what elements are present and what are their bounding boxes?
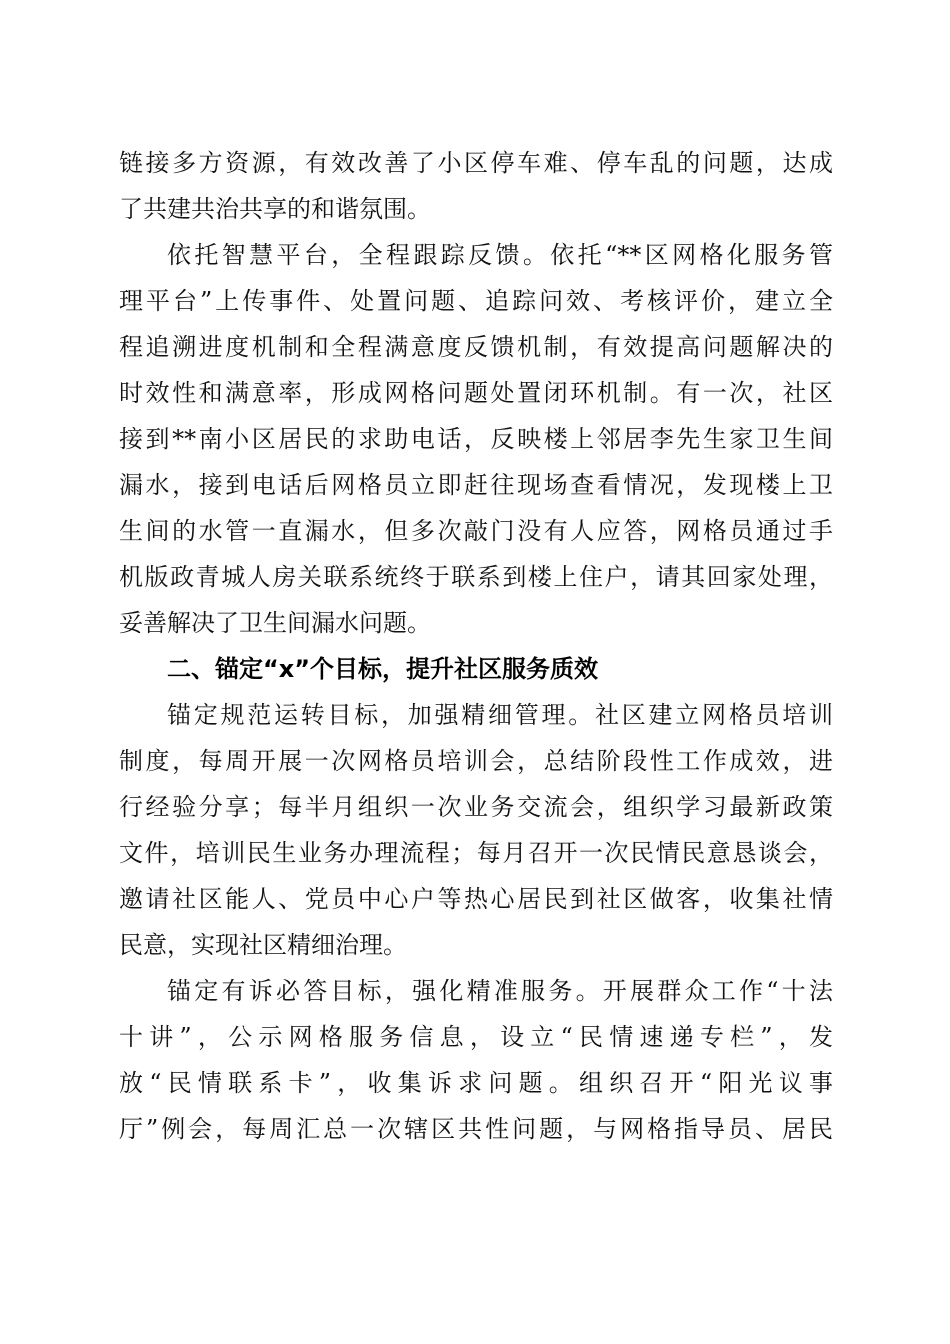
section-heading: 二、锚定“x”个目标，提升社区服务质效 [167,655,599,683]
text-line: 文件，培训民生业务办理流程；每月召开一次民情民意恳谈会， [119,839,833,867]
paragraph-first-line: 锚定规范运转目标，加强精细管理。社区建立网格员培训 [167,701,833,729]
text-line: 链接多方资源，有效改善了小区停车难、停车乱的问题，达成 [119,149,833,177]
text-line: 理平台”上传事件、处置问题、追踪问效、考核评价，建立全 [119,287,833,315]
text-line: 十讲”，公示网格服务信息，设立“民情速递专栏”，发 [119,1023,833,1051]
text-line: 厅”例会，每周汇总一次辖区共性问题，与网格指导员、居民 [119,1115,833,1143]
text-line: 放“民情联系卡”，收集诉求问题。组织召开“阳光议事 [119,1069,833,1097]
text-line: 机版政青城人房关联系统终于联系到楼上住户，请其回家处理， [119,563,833,591]
paragraph-first-line: 锚定有诉必答目标，强化精准服务。开展群众工作“十法 [167,977,833,1005]
text-line: 妥善解决了卫生间漏水问题。 [119,609,431,637]
text-line: 漏水，接到电话后网格员立即赶往现场查看情况，发现楼上卫 [119,471,833,499]
text-line: 接到**南小区居民的求助电话，反映楼上邻居李先生家卫生间 [119,425,833,453]
text-line: 制度，每周开展一次网格员培训会，总结阶段性工作成效，进 [119,747,833,775]
text-line: 生间的水管一直漏水，但多次敲门没有人应答，网格员通过手 [119,517,833,545]
text-line: 邀请社区能人、党员中心户等热心居民到社区做客，收集社情 [119,885,833,913]
text-line: 时效性和满意率，形成网格问题处置闭环机制。有一次，社区 [119,379,833,407]
text-line: 了共建共治共享的和谐氛围。 [119,195,431,223]
text-line: 民意，实现社区精细治理。 [119,931,407,959]
paragraph-first-line: 依托智慧平台，全程跟踪反馈。依托“**区网格化服务管 [167,241,833,269]
text-line: 行经验分享；每半月组织一次业务交流会，组织学习最新政策 [119,793,833,821]
text-line: 程追溯进度机制和全程满意度反馈机制，有效提高问题解决的 [119,333,833,361]
